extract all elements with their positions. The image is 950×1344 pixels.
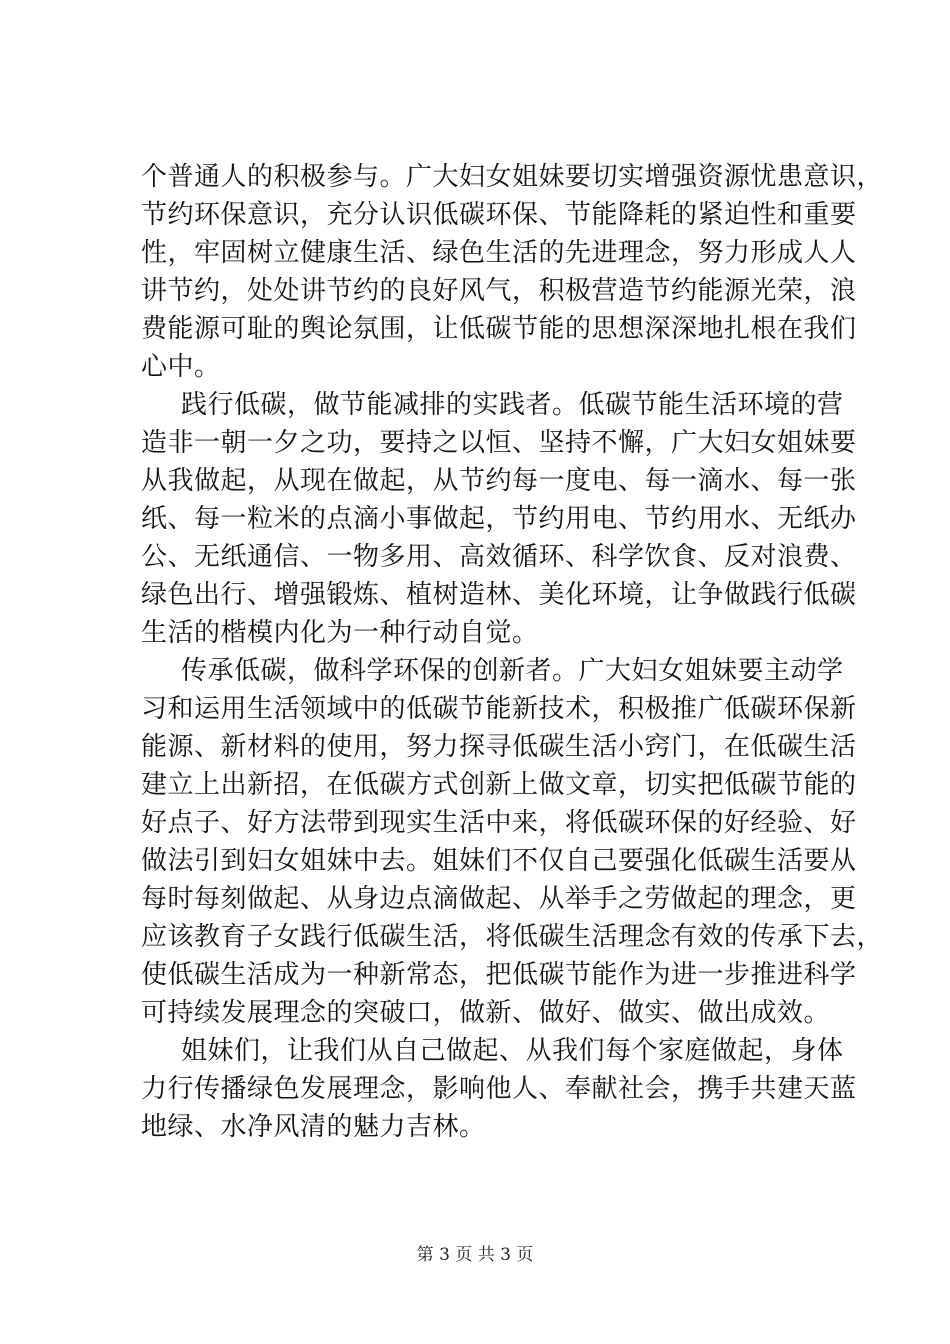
paragraph-start-line: 姐妹们，让我们从自己做起、从我们每个家庭做起，身体 xyxy=(181,1036,844,1066)
text-line: 好点子、好方法带到现实生活中来，将低碳环保的好经验、好 xyxy=(141,808,857,838)
text-line: 能源、新材料的使用，努力探寻低碳生活小窍门，在低碳生活 xyxy=(141,732,857,762)
document-body xyxy=(141,158,884,1146)
page-number-footer: 第 3 页 共 3 页 xyxy=(416,1245,534,1265)
text-line: 心中。 xyxy=(141,352,221,382)
text-line: 绿色出行、增强锻炼、植树造林、美化环境，让争做践行低碳 xyxy=(141,580,857,610)
text-line: 公、无纸通信、一物多用、高效循环、科学饮食、反对浪费、 xyxy=(141,542,857,572)
paragraph-start-line: 传承低碳，做科学环保的创新者。广大妇女姐妹要主动学 xyxy=(181,656,844,686)
text-line: 使低碳生活成为一种新常态，把低碳节能作为进一步推进科学 xyxy=(141,960,857,990)
text-line: 习和运用生活领域中的低碳节能新技术，积极推广低碳环保新 xyxy=(141,694,857,724)
text-line: 地绿、水净风清的魅力吉林。 xyxy=(141,1112,486,1142)
text-line: 纸、每一粒米的点滴小事做起，节约用电、节约用水、无纸办 xyxy=(141,504,857,534)
text-line: 每时每刻做起、从身边点滴做起、从举手之劳做起的理念，更 xyxy=(141,884,857,914)
text-line: 费能源可耻的舆论氛围，让低碳节能的思想深深地扎根在我们 xyxy=(141,314,857,344)
text-line: 建立上出新招，在低碳方式创新上做文章，切实把低碳节能的 xyxy=(141,770,857,800)
text-line: 做法引到妇女姐妹中去。姐妹们不仅自己要强化低碳生活要从 xyxy=(141,846,857,876)
text-line: 造非一朝一夕之功，要持之以恒、坚持不懈，广大妇女姐妹要 xyxy=(141,428,857,458)
text-line: 个普通人的积极参与。广大妇女姐妹要切实增强资源忧患意识， xyxy=(141,162,884,192)
text-line: 性，牢固树立健康生活、绿色生活的先进理念，努力形成人人 xyxy=(141,238,857,268)
text-line: 从我做起，从现在做起，从节约每一度电、每一滴水、每一张 xyxy=(141,466,857,496)
text-line: 应该教育子女践行低碳生活，将低碳生活理念有效的传承下去， xyxy=(141,922,884,952)
text-line: 生活的楷模内化为一种行动自觉。 xyxy=(141,618,539,648)
paragraph-start-line: 践行低碳，做节能减排的实践者。低碳节能生活环境的营 xyxy=(181,390,844,420)
text-line: 节约环保意识，充分认识低碳环保、节能降耗的紧迫性和重要 xyxy=(141,200,857,230)
text-line: 讲节约，处处讲节约的良好风气，积极营造节约能源光荣，浪 xyxy=(141,276,857,306)
text-line: 可持续发展理念的突破口，做新、做好、做实、做出成效。 xyxy=(141,998,831,1028)
text-line: 力行传播绿色发展理念，影响他人、奉献社会，携手共建天蓝 xyxy=(141,1074,857,1104)
